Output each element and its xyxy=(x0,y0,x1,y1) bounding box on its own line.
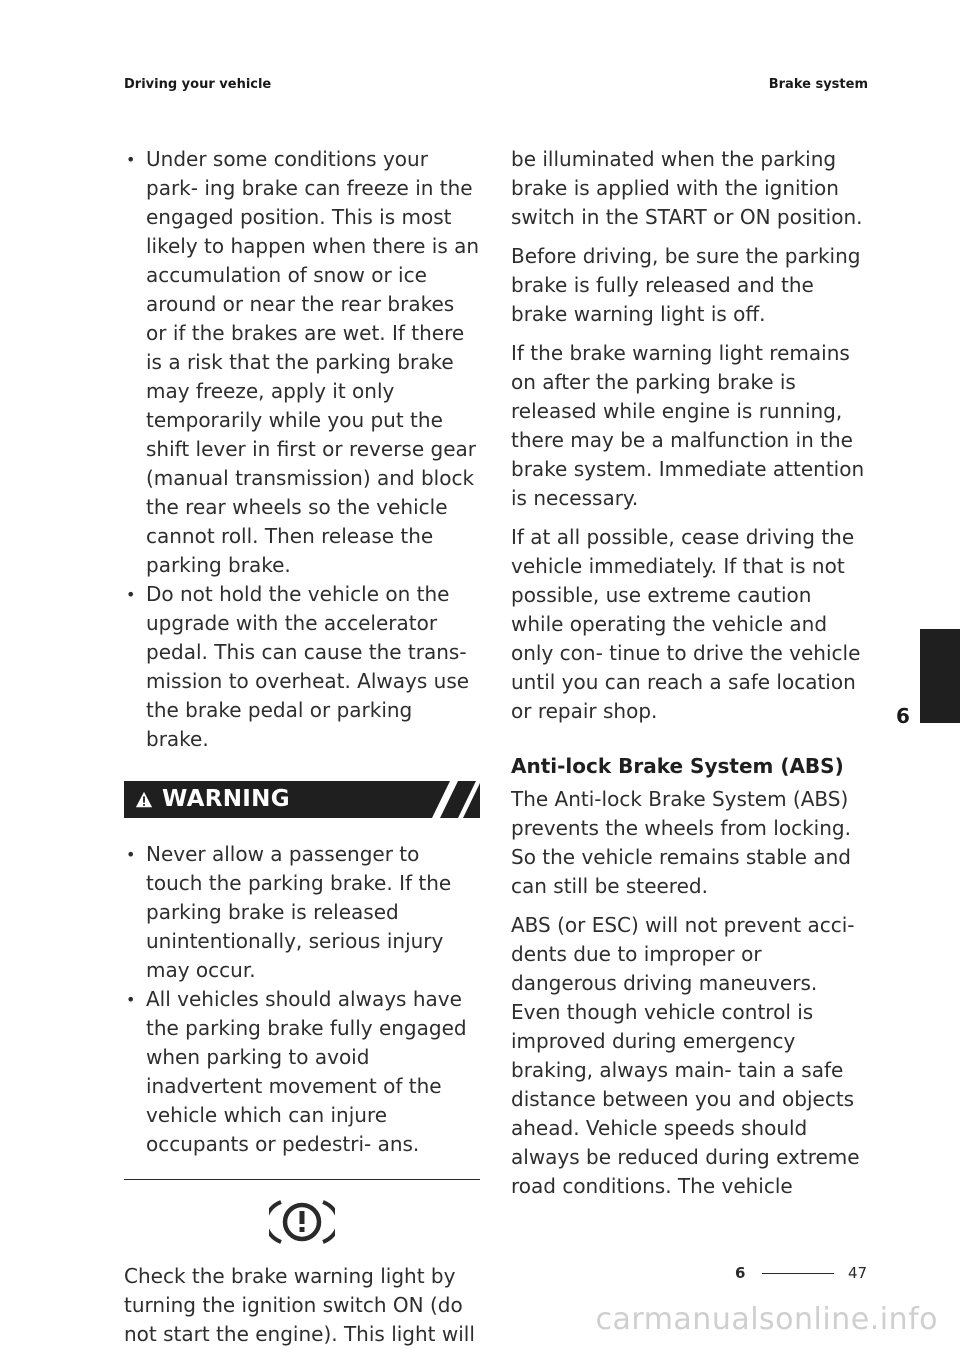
warning-slash-decoration xyxy=(428,781,480,818)
footer-chapter: 6 xyxy=(735,1264,746,1282)
header-section-title: Driving your vehicle xyxy=(124,77,272,92)
header-topic-title: Brake system xyxy=(768,77,868,92)
chapter-tab-number: 6 xyxy=(896,704,910,728)
watermark: carmanualsonline.info xyxy=(595,1302,938,1337)
warning-bullets xyxy=(124,840,480,1159)
paragraph-abs-caution: ABS (or ESC) will not prevent acci- dents due to improper or dangerous driving maneuvers. Even though vehicle control is improved during emergency braking, always main- tain a safe distance between you and objects ahead. Vehicle speeds should always be reduced during extreme road conditions. The vehicle xyxy=(511,913,860,1198)
brake-warning-light-icon xyxy=(269,1196,335,1248)
warning-triangle-icon xyxy=(135,791,153,809)
paragraph-illuminated: be illuminated when the parking brake is applied with the ignition switch in the START or ON position. xyxy=(511,147,863,229)
bullet-freeze: • Under some conditions your park- ing brake can freeze in the engaged position. This is most likely to happen when there is an accumulation of snow or ice around or near the rear brakes or if the brakes are wet. If there is a risk that the parking brake may freeze, apply it only temporarily while you put the shift lever in first or reverse gear (manual transmission) and block the rear wheels so the vehicle cannot roll. Then release the parking brake. xyxy=(124,145,480,580)
paragraph-light-remains: If the brake warning light remains on after the parking brake is released while engine is running, there may be a malfunction in the brake system. Immediate attention is necessary. xyxy=(511,341,865,510)
bullet-upgrade: • Do not hold the vehicle on the upgrade with the accelerator pedal. This can cause the trans- mission to overheat. Always use the brake pedal or parking brake. xyxy=(124,580,480,754)
paragraph-abs-intro: The Anti-lock Brake System (ABS) prevents the wheels from locking. So the vehicle remains stable and can still be steered. xyxy=(511,787,851,898)
right-column xyxy=(511,145,867,1211)
paragraph-cease-driving: If at all possible, cease driving the vehicle immediately. If that is not possible, use extreme caution while operating the vehicle and only con- tinue to drive the vehicle until you can reach a safe location or repair shop. xyxy=(511,525,861,723)
footer-page-number: 47 xyxy=(848,1264,868,1282)
parking-brake-bullets xyxy=(124,145,480,754)
warning-label: WARNING xyxy=(162,786,290,812)
warning-bullet-passenger: • Never allow a passenger to touch the parking brake. If the parking brake is released unintentionally, serious injury may occur. xyxy=(124,840,480,985)
section-divider xyxy=(124,1179,480,1180)
abs-heading: Anti-lock Brake System (ABS) xyxy=(511,754,844,778)
paragraph-before-driving: Before driving, be sure the parking brake is fully released and the brake warning light is off. xyxy=(511,244,861,326)
left-column xyxy=(124,145,480,1349)
chapter-tab xyxy=(920,629,960,723)
warning-banner xyxy=(124,781,480,818)
check-brake-light-text: Check the brake warning light by turning the ignition switch ON (do not start the engine). This light will xyxy=(124,1264,475,1346)
warning-bullet-engaged: • All vehicles should always have the parking brake fully engaged when parking to avoid inadvertent movement of the vehicle which can injure occupants or pedestri- ans. xyxy=(124,985,480,1159)
footer-divider xyxy=(762,1273,834,1274)
